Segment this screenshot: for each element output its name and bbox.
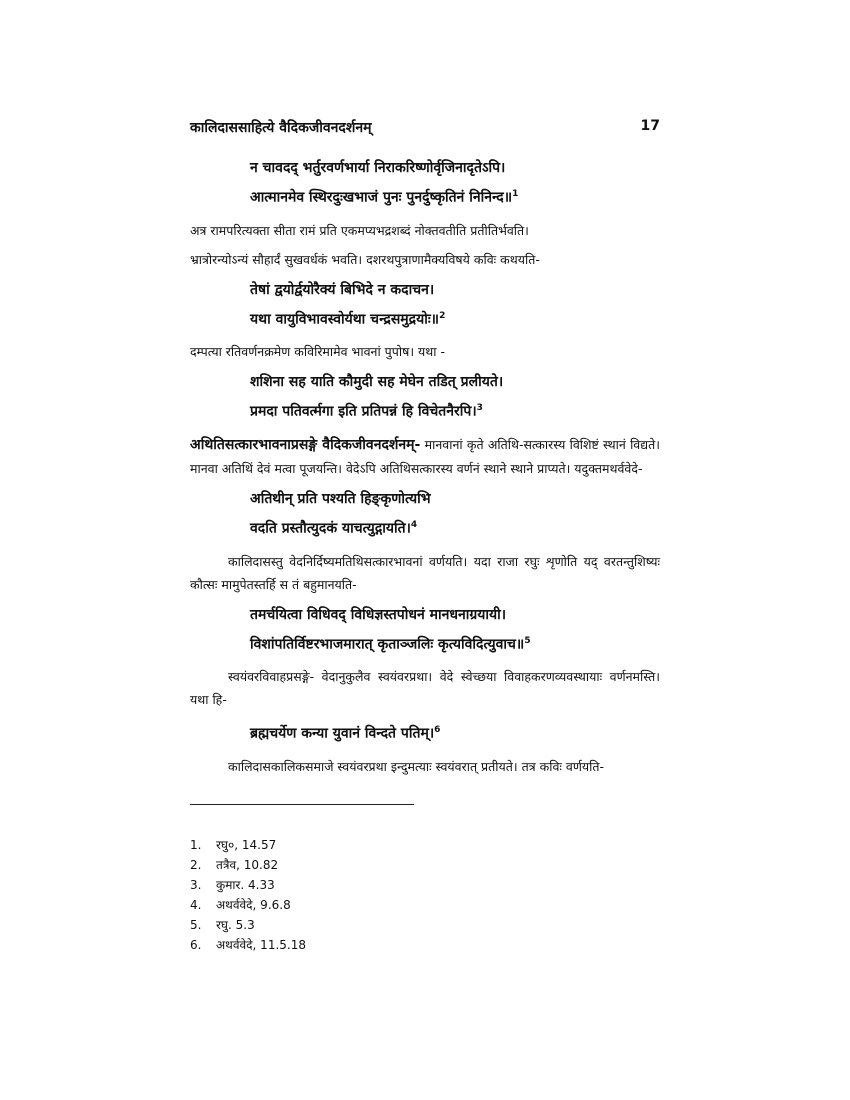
footnote [190, 895, 660, 915]
verse-line: आत्मानमेव स्थिरदुःखभाजं पुनः पुनर्दुष्कृतिनं निनिन्द॥ [250, 189, 513, 206]
footnote-text: अथर्ववेदे, 9.6.8 [216, 897, 291, 912]
footnote-divider [190, 804, 414, 805]
verse-line: शशिना सह याति कौमुदी सह मेघेन तडित् प्रलीयते। [250, 374, 504, 391]
verse-line: प्रमदा पतिवर्त्मगा इति प्रतिपन्नं हि विचेतनैरपि। [250, 403, 477, 420]
verse-line: विशांपतिर्विष्टरभाजमारात् कृताञ्जलिः कृत्यविदित्युवाच॥ [250, 636, 525, 653]
book-page [190, 118, 660, 955]
footnote-number: 3. [190, 877, 202, 892]
footnote [190, 875, 660, 895]
verse-line: यथा वायुविभावस्वोर्यथा चन्द्रसमुद्रयोः॥ [250, 311, 440, 328]
footnote-text: कुमार. 4.33 [216, 877, 275, 892]
paragraph-text: मानवानां कृते अतिथि-सत्कारस्य विशिष्टं स्थानं विद्यते। मानवा अतिथिं देवं मत्वा पूजयन्ति। वेदेऽपि अतिथिसत्कारस्य वर्णनं स्थाने स्थाने प्राप्यते। यदुक्तमथर्ववेदे- [190, 436, 660, 476]
footnote-text: रघु. 5.3 [216, 917, 255, 932]
verse-line: तमर्चयित्वा विधिवद् विधिज्ञस्तपोधनं मानधनाग्रयायी। [250, 606, 507, 623]
verse-2 [250, 277, 660, 333]
footnotes [190, 835, 660, 955]
paragraph: दम्पत्या रतिवर्णनक्रमेण कविरिमामेव भावनां पुपोष। यथा - [190, 344, 446, 360]
verse-line: न चावदद् भर्तुरवर्णभार्या निराकरिष्णोर्वृजिनादृतेऽपि। [250, 160, 506, 176]
footnote [190, 915, 660, 935]
verse-6 [250, 717, 660, 747]
verse-4 [250, 486, 660, 542]
footnote [190, 835, 660, 855]
footnote-text: रघु०, 14.57 [216, 837, 277, 852]
footnote-ref[interactable]: 6 [434, 725, 441, 736]
footnote-number: 6. [190, 937, 202, 952]
verse-line: ब्रह्मचर्येण कन्या युवानं विन्दते पतिम्। [250, 725, 435, 742]
footnote-ref[interactable]: 3 [476, 403, 483, 414]
verse-line: अतिथीन् प्रति पश्यति हिङ्कृणोत्यभि [250, 490, 431, 507]
paragraph: अत्र रामपरित्यक्ता सीता रामं प्रति एकमप्यभद्रशब्दं नोक्तवतीति प्रतीतिर्भवति। [190, 222, 529, 238]
footnote-ref[interactable]: 5 [524, 635, 531, 646]
paragraph: स्वयंवरविवाहप्रसङ्गे- वेदानुकुलैव स्वयंवरप्रथा। वेदे स्वेच्छया विवाहकरणव्यवस्थायाः वर्णनमस्ति। यथा हि- [190, 669, 660, 708]
footnote-number: 2. [190, 857, 202, 872]
footnote [190, 935, 660, 955]
footnote [190, 855, 660, 875]
verse-3 [250, 369, 660, 425]
footnote-ref[interactable]: 4 [410, 519, 418, 530]
paragraph: कालिदासस्तु वेदनिर्दिष्यमतिथिसत्कारभावनां वर्णयति। यदा राजा रघुः शृणोति यद् वरतन्तुशिष्यः कौत्सः मामुपेतस्तर्हि स तं बहुमानयति- [190, 553, 660, 592]
footnote-text: अथर्ववेदे, 11.5.18 [216, 937, 306, 952]
footnote-number: 4. [190, 897, 202, 912]
running-head [190, 118, 660, 137]
paragraph-atithi [190, 433, 660, 480]
page-number: 17 [640, 118, 660, 134]
paragraph: कालिदासकालिकसमाजे स्वयंवरप्रथा इन्दुमत्याः स्वयंवरात् प्रतीयते। तत्र कविः वर्णयति- [228, 758, 605, 774]
verse-1 [250, 155, 660, 211]
footnote-number: 1. [190, 837, 202, 852]
paragraph: भ्रात्रोरन्योऽन्यं सौहार्दं सुखवर्धकं भवति। दशरथपुत्राणामैक्यविषये कविः कथयति- [190, 251, 540, 267]
footnote-ref[interactable]: 1 [512, 189, 519, 199]
verse-5 [250, 602, 660, 658]
footnote-text: तत्रैव, 10.82 [216, 857, 279, 872]
verse-line: तेषां द्वयोर्द्वयोरैक्यं बिभिदे न कदाचन। [250, 281, 435, 298]
footnote-number: 5. [190, 917, 202, 932]
footnote-ref[interactable]: 2 [439, 310, 446, 321]
verse-line: वदति प्रस्तौत्युदकं याचत्युद्गायति। [250, 520, 411, 537]
section-lead: अथितिसत्कारभावनाप्रसङ्गे वैदिकजीवनदर्शनम्- [190, 436, 421, 453]
running-title: कालिदाससाहित्ये वैदिकजीवनदर्शनम् [190, 120, 372, 136]
